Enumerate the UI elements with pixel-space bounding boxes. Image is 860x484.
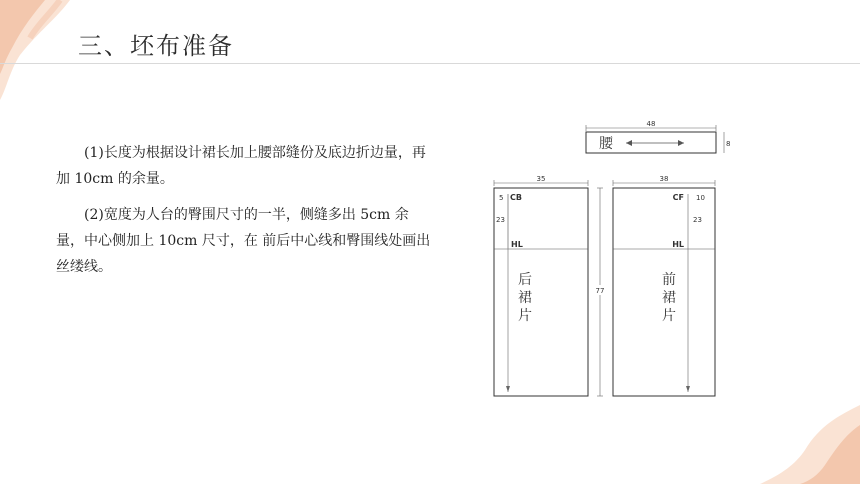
waistband-name-label: 腰 [599, 136, 613, 152]
paragraph-length: (1)长度为根据设计裙长加上腰部缝份及底边折边量，再加 10cm 的余量。 [56, 145, 426, 187]
length-label: 77 [595, 287, 605, 295]
front-name-char-2: 裙 [662, 290, 676, 306]
front-name-char-3: 片 [662, 308, 676, 324]
back-hip-line-label: HL [511, 240, 523, 249]
back-center-mark: CB [510, 193, 522, 202]
front-hip-depth: 23 [693, 216, 702, 224]
waistband-height-label: 8 [726, 140, 731, 148]
front-name-char-1: 前 [662, 272, 676, 288]
waistband-width-label: 48 [646, 120, 656, 128]
back-width-label: 35 [536, 175, 546, 183]
front-skirt-piece [613, 175, 715, 396]
front-top-allowance: 10 [696, 194, 705, 202]
back-top-allowance: 5 [499, 194, 504, 202]
back-name-char-3: 片 [518, 308, 532, 324]
paragraph-width: (2)宽度为人台的臀围尺寸的一半，侧缝多出 5cm 余量，中心侧加上 10cm 尺寸，在 前后中心线和臀围线处画出丝缕线。 [56, 207, 431, 275]
title-divider [0, 63, 860, 64]
corner-decoration-bottom-right [760, 405, 860, 484]
skirt-pattern-diagram [488, 112, 738, 402]
back-name-char-1: 后 [518, 272, 532, 288]
page-title: 三、坯布准备 [78, 32, 234, 60]
front-hip-line-label: HL [672, 240, 684, 249]
front-width-label: 38 [659, 175, 669, 183]
back-name-char-2: 裙 [518, 290, 532, 306]
back-hip-depth: 23 [496, 216, 505, 224]
back-skirt-piece [494, 175, 588, 396]
waistband-piece [586, 120, 730, 153]
length-dimension [595, 188, 606, 396]
front-center-mark: CF [672, 193, 684, 202]
